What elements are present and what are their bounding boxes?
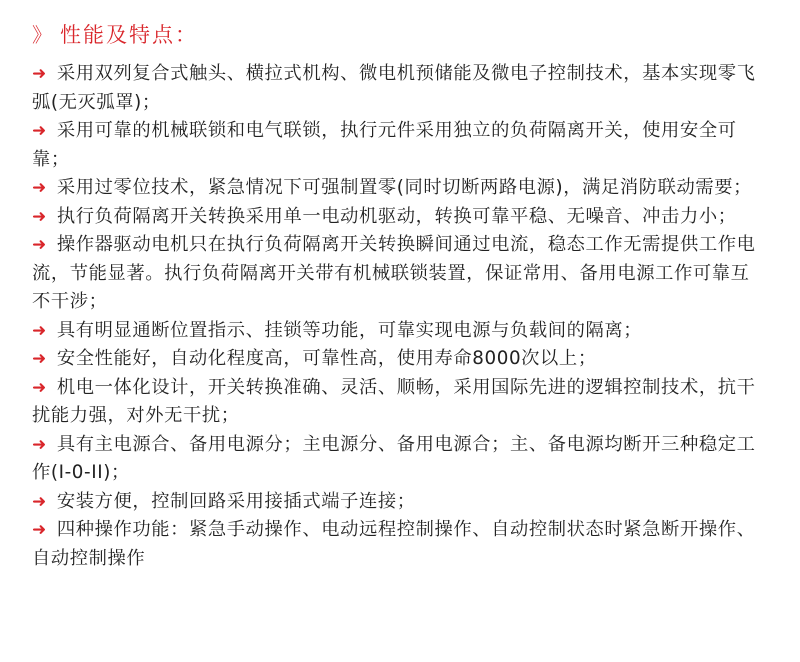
feature-text: 操作器驱动电机只在执行负荷隔离开关转换瞬间通过电流，稳态工作无需提供工作电流，节能显著。执行负荷隔离开关带有机械联锁装置，保证常用、备用电源工作可靠互不干涉； xyxy=(32,234,756,312)
feature-text: 机电一体化设计，开关转换准确、灵活、顺畅，采用国际先进的逻辑控制技术，抗干扰能力强，对外无干扰； xyxy=(32,376,756,426)
feature-item xyxy=(32,345,768,374)
arrow-right-icon: ➜ xyxy=(32,491,47,512)
arrow-right-icon: ➜ xyxy=(32,64,47,84)
feature-text: 具有主电源合、备用电源分；主电源分、备用电源合；主、备电源均断开三种稳定工作(I-0-II)； xyxy=(32,433,756,483)
feature-item xyxy=(32,516,768,573)
arrow-right-icon: ➜ xyxy=(32,235,47,255)
feature-item xyxy=(32,488,768,517)
feature-text: 四种操作功能：紧急手动操作、电动远程控制操作、自动控制状态时紧急断开操作、自动控制操作 xyxy=(32,519,756,569)
arrow-right-icon: ➜ xyxy=(32,377,47,398)
feature-text: 安全性能好，自动化程度高，可靠性高，使用寿命8000次以上； xyxy=(56,348,597,369)
feature-item xyxy=(32,431,768,488)
arrow-right-icon: ➜ xyxy=(32,121,47,141)
section-title: 性能及特点： xyxy=(60,23,198,47)
feature-text: 具有明显通断位置指示、挂锁等功能，可靠实现电源与负载间的隔离； xyxy=(56,319,643,341)
arrow-right-icon: ➜ xyxy=(32,349,47,369)
feature-item xyxy=(32,317,768,346)
feature-item xyxy=(32,203,768,232)
feature-list xyxy=(32,60,768,573)
feature-item xyxy=(32,374,768,431)
arrow-right-icon: ➜ xyxy=(32,434,47,455)
feature-text: 安装方便，控制回路采用接插式端子连接； xyxy=(56,490,416,512)
arrow-right-icon: ➜ xyxy=(32,520,47,540)
feature-text: 执行负荷隔离开关转换采用单一电动机驱动，转换可靠平稳、无噪音、冲击力小； xyxy=(56,205,737,227)
feature-item xyxy=(32,231,768,317)
feature-item xyxy=(32,174,768,203)
feature-item xyxy=(32,117,768,174)
arrow-right-icon: ➜ xyxy=(32,320,47,341)
double-chevron-icon: 》 xyxy=(32,23,54,47)
section-heading xyxy=(32,20,768,50)
arrow-right-icon: ➜ xyxy=(32,178,47,198)
feature-item xyxy=(32,60,768,117)
feature-text: 采用过零位技术，紧急情况下可强制置零(同时切断两路电源)，满足消防联动需要； xyxy=(56,177,753,198)
arrow-right-icon: ➜ xyxy=(32,206,47,227)
feature-text: 采用可靠的机械联锁和电气联锁，执行元件采用独立的负荷隔离开关，使用安全可靠； xyxy=(32,120,737,170)
feature-text: 采用双列复合式触头、横拉式机构、微电机预储能及微电子控制技术，基本实现零飞弧(无灭弧罩)； xyxy=(32,63,756,113)
